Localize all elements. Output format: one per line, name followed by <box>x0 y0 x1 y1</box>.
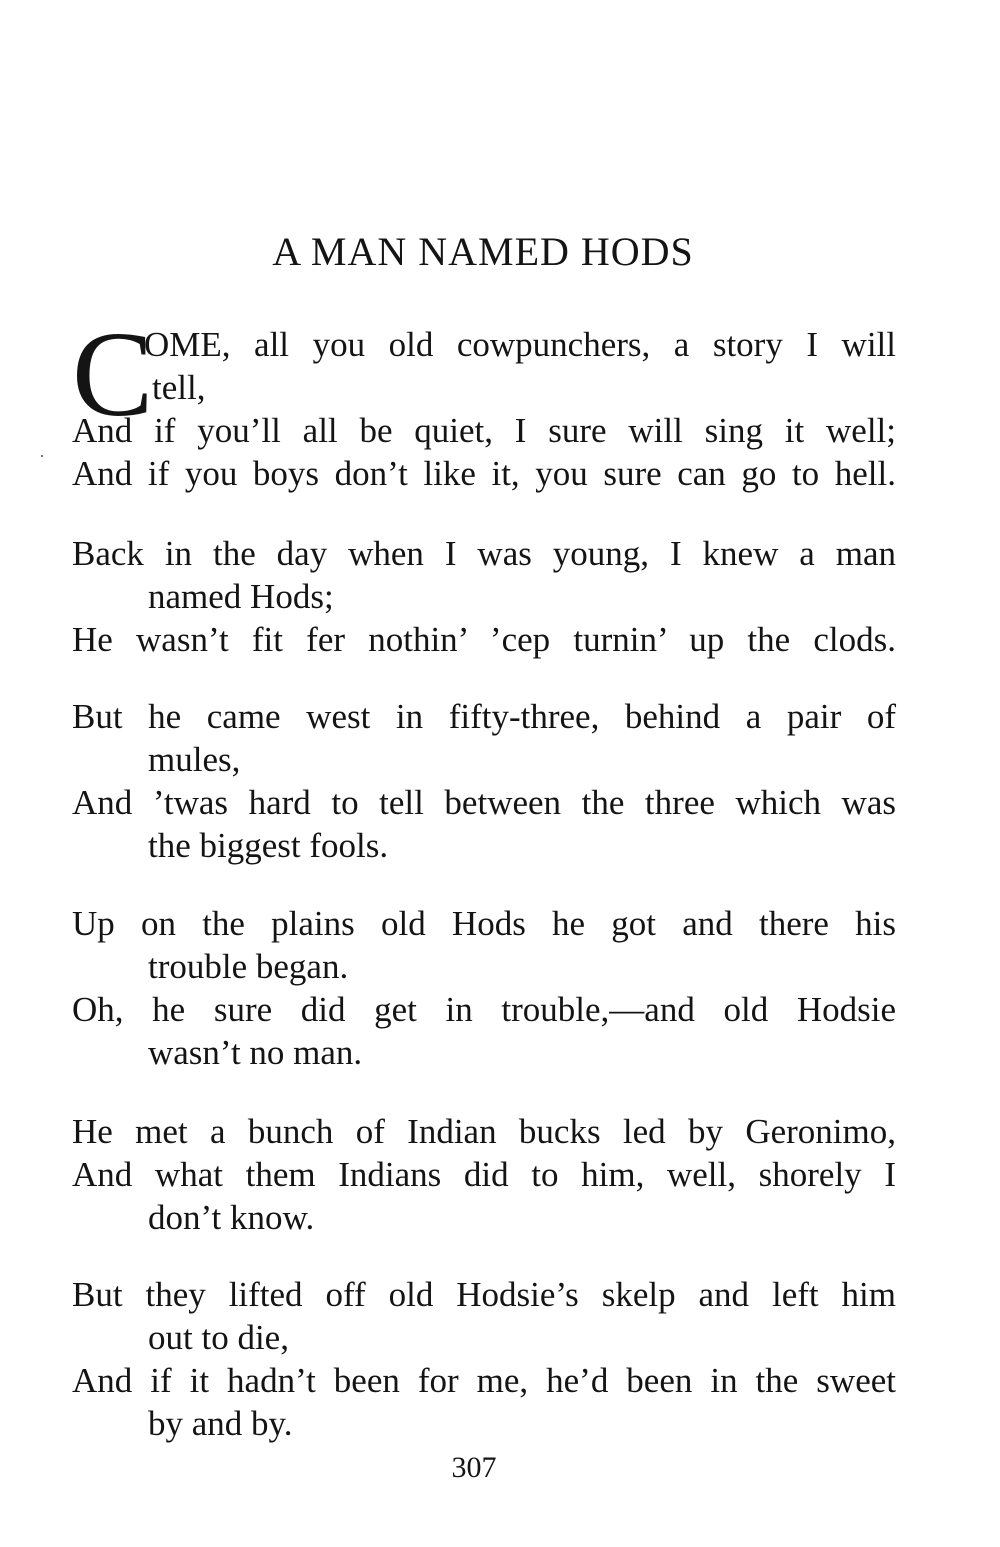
stanza-2 <box>72 532 896 661</box>
verse-line-continuation: don’t know. <box>148 1198 315 1237</box>
verse-line-continuation: out to die, <box>148 1318 289 1357</box>
verse-line-continuation: named Hods; <box>148 577 334 616</box>
verse-line: Oh, he sure did get in trouble,—and old Hodsie <box>72 990 896 1029</box>
verse-line: Up on the plains old Hods he got and there his <box>72 904 896 943</box>
stanza-5 <box>72 1110 896 1239</box>
verse-line: And if you’ll all be quiet, I sure will sing it well; <box>72 411 896 450</box>
page-number: 307 <box>451 1451 497 1484</box>
stanza-4 <box>72 902 896 1074</box>
verse-line: And if it hadn’t been for me, he’d been in the sweet <box>72 1361 896 1400</box>
verse-line-continuation: the biggest fools. <box>148 826 389 865</box>
verse-line: And what them Indians did to him, well, shorely I <box>72 1155 896 1194</box>
verse-line: But they lifted off old Hodsie’s skelp and left him <box>72 1275 896 1314</box>
stanza-1 <box>72 323 896 495</box>
verse-line: And ’twas hard to tell between the three which was <box>72 783 896 822</box>
verse-line-continuation: tell, <box>152 368 206 407</box>
verse-line-continuation: wasn’t no man. <box>148 1033 363 1072</box>
verse-line-continuation: by and by. <box>148 1404 293 1443</box>
verse-line: But he came west in fifty-three, behind a pair of <box>72 697 896 736</box>
poem-title: A MAN NAMED HODS <box>272 229 694 274</box>
verse-line: Back in the day when I was young, I knew a man <box>72 534 896 573</box>
verse-line-continuation: trouble began. <box>148 947 349 986</box>
verse-line: OME, all you old cowpunchers, a story I will <box>144 325 896 364</box>
stanza-3 <box>72 695 896 867</box>
verse-line: He wasn’t fit fer nothin’ ’cep turnin’ up the clods. <box>72 620 896 659</box>
verse-line: And if you boys don’t like it, you sure can go to hell. <box>72 454 896 493</box>
stanza-6 <box>72 1273 896 1445</box>
print-speck <box>41 455 43 457</box>
verse-line-continuation: mules, <box>148 740 241 779</box>
verse-line: He met a bunch of Indian bucks led by Geronimo, <box>72 1112 896 1151</box>
drop-cap-letter: C <box>72 307 154 442</box>
